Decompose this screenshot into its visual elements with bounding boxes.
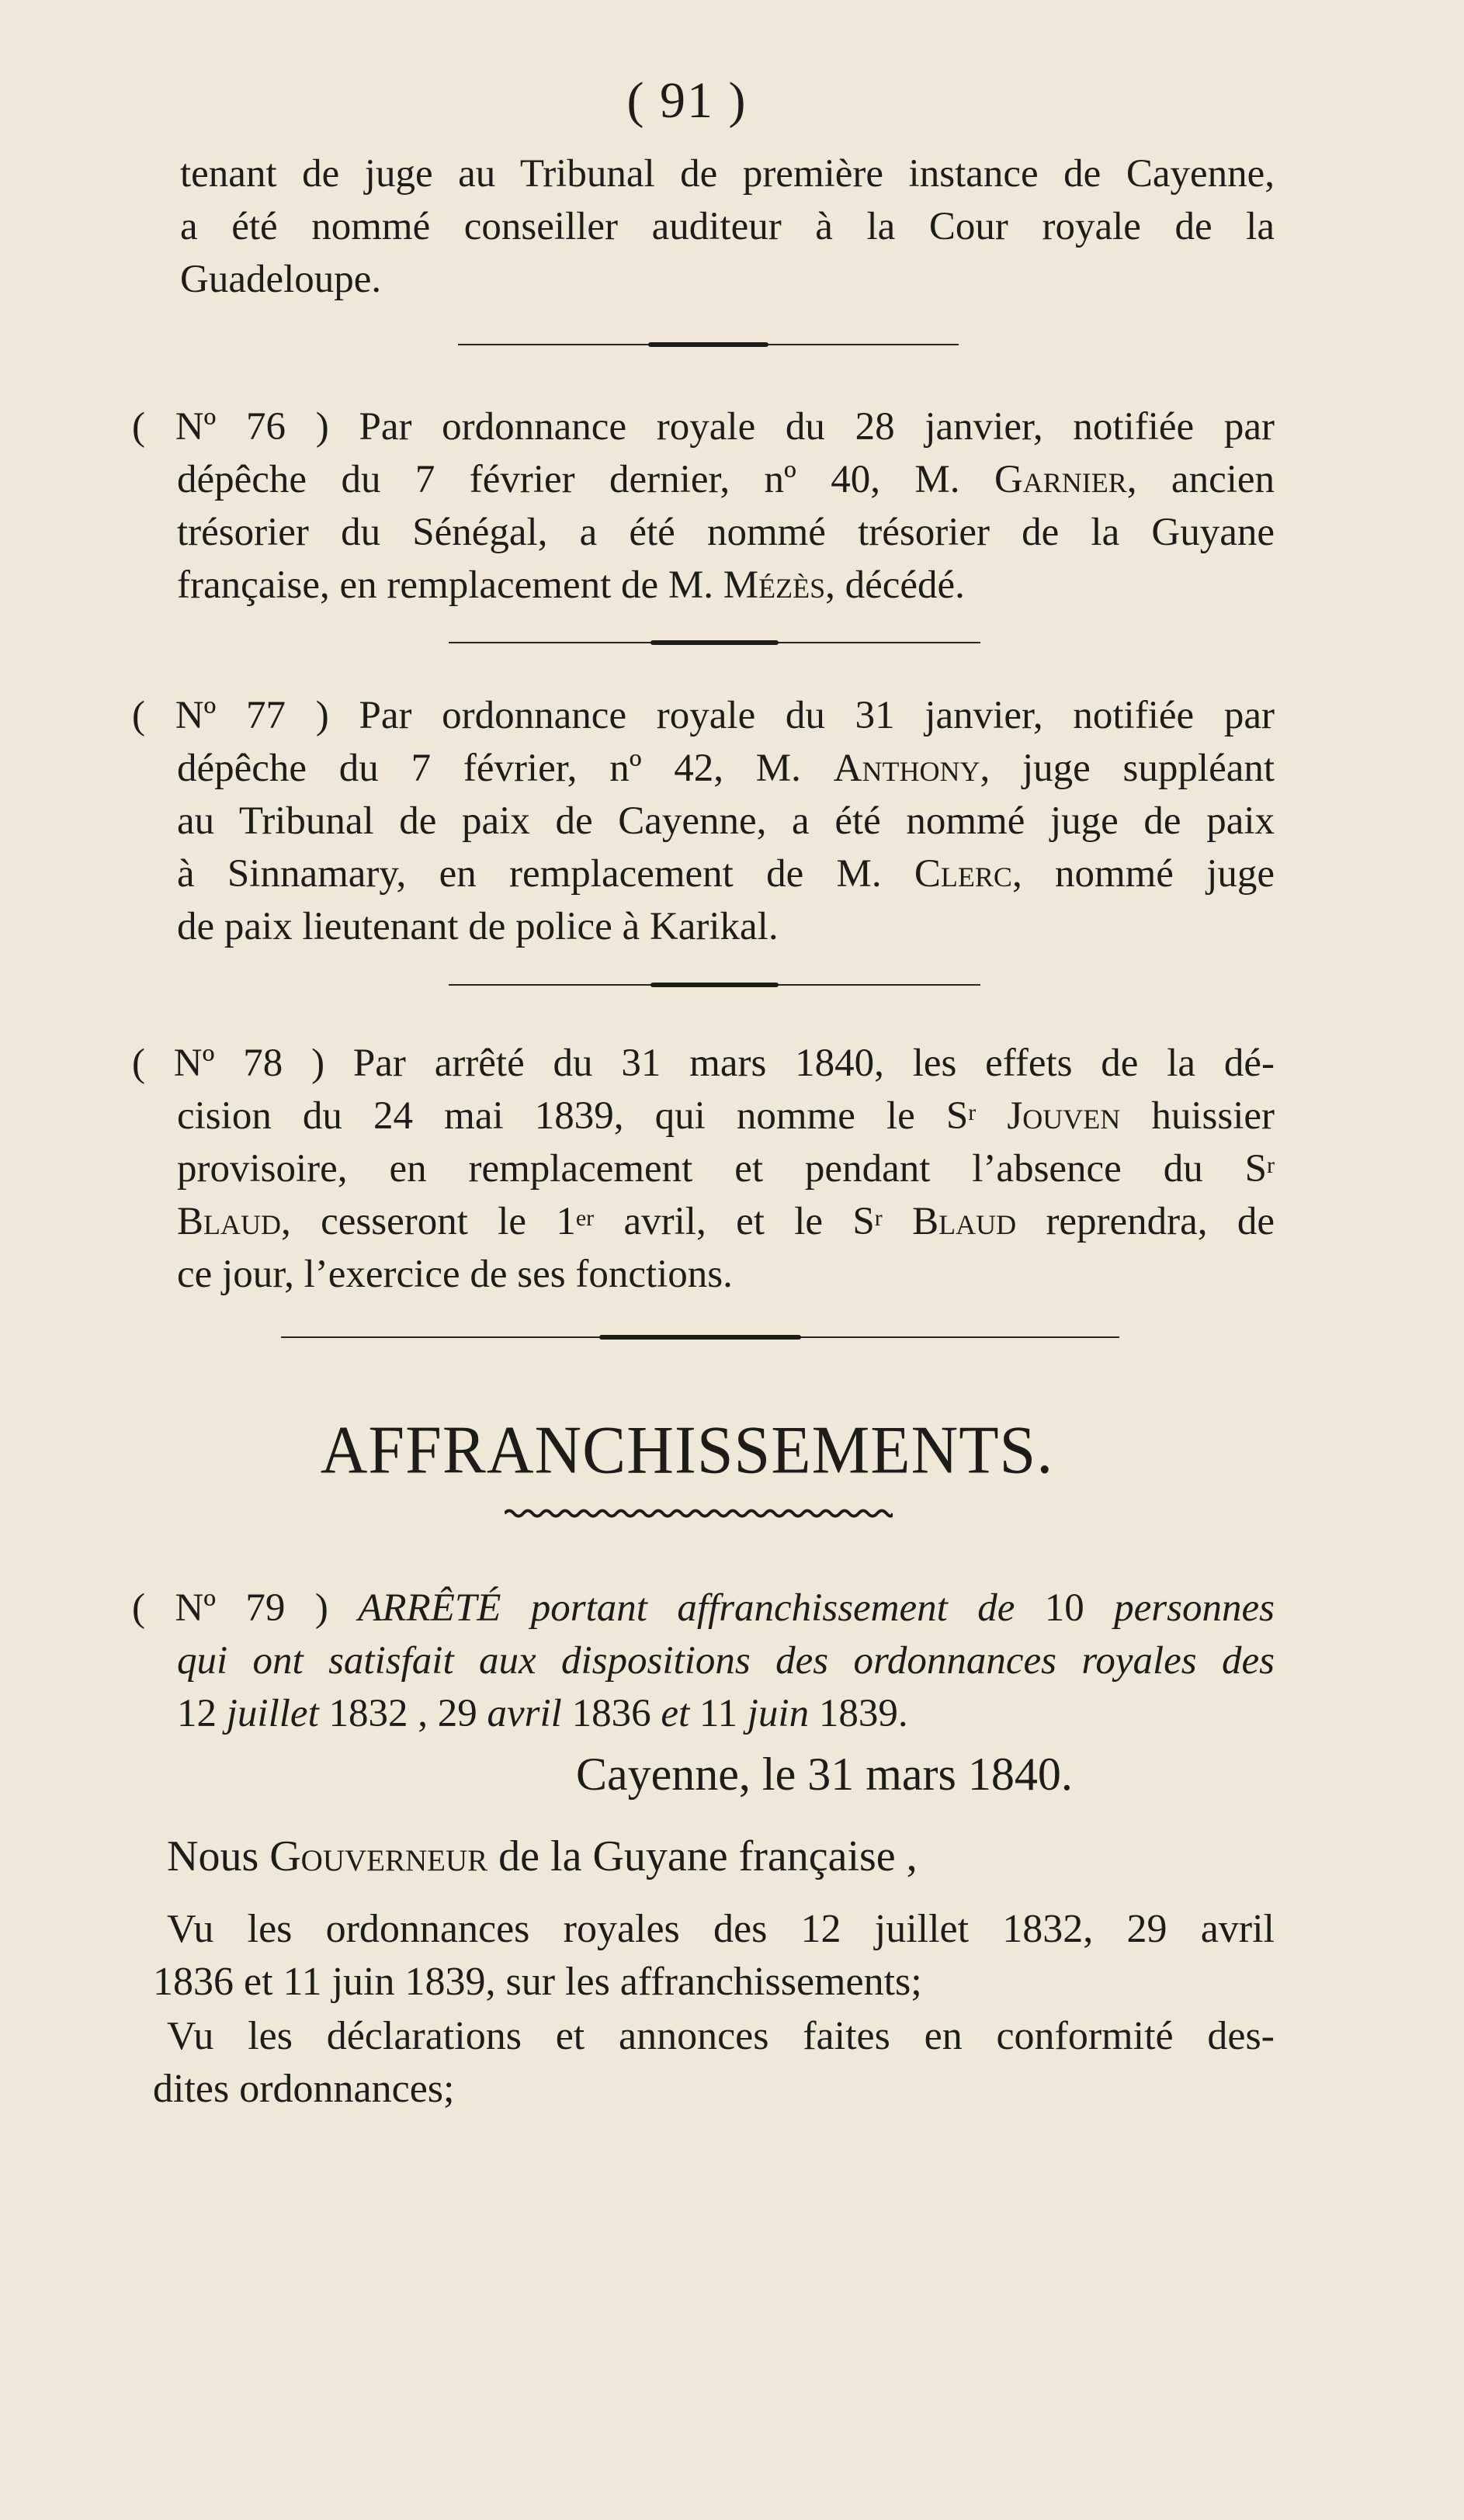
name-mezes: Mézès	[723, 563, 826, 607]
entry-79-text-3a: 12	[177, 1692, 217, 1735]
entry-79-text-3d: avril	[487, 1692, 562, 1735]
entry-77-line-1	[132, 689, 1275, 742]
governor-line	[167, 1830, 1275, 1883]
entry-76	[132, 400, 1275, 612]
section-heading: AFFRANCHISSEMENTS.	[320, 1412, 1054, 1489]
sup-r-3: r	[874, 1205, 883, 1231]
entry-78	[132, 1037, 1275, 1301]
entry-77-text-2b: , juge suppléant	[980, 747, 1275, 790]
entry-78-line-5: ce jour, l’exercice de ses fonctions.	[177, 1253, 733, 1296]
entry-77-line-2	[132, 742, 1275, 795]
entry-77-line-5: de paix lieutenant de police à Karikal.	[177, 905, 779, 948]
entry-78-text-4b: avril, et le S	[623, 1200, 875, 1243]
entry-76-line-1	[132, 400, 1275, 453]
entry-77-line-4	[132, 848, 1275, 900]
entry-76-text-2b: , ancien	[1126, 458, 1275, 501]
vu-paragraph-2	[153, 2010, 1275, 2116]
entry-78-line-1	[132, 1037, 1275, 1090]
sup-r-1: r	[968, 1100, 977, 1125]
name-blaud-1: Blaud	[177, 1200, 282, 1243]
entry-76-line-4	[132, 559, 1275, 612]
entry-79-text-3b: juillet	[226, 1692, 319, 1735]
entry-79-number: ( Nº 79 )	[132, 1586, 328, 1630]
entry-79-text-1b: personnes	[1114, 1586, 1275, 1630]
entry-78-number: ( Nº 78 )	[132, 1042, 325, 1085]
dateline: Cayenne, le 31 mars 1840.	[576, 1749, 1073, 1800]
entry-79-text-3g: 11	[699, 1692, 737, 1735]
intro-line-2: a été nommé conseiller auditeur à la Cour royale de la	[180, 205, 1275, 248]
entry-79-line-1	[132, 1582, 1275, 1634]
entry-77-text-4b: , nommé juge	[1011, 852, 1275, 896]
entry-78-text-2b: huissier	[1151, 1094, 1275, 1138]
entry-79-text-3h: juin	[747, 1692, 810, 1735]
entry-79-text-3c: 1832 , 29	[328, 1692, 477, 1735]
name-clerc: Clerc	[914, 852, 1012, 896]
entry-78-line-4	[132, 1195, 1275, 1248]
separator-rule-2	[449, 642, 980, 643]
sup-er: er	[575, 1205, 595, 1231]
entry-77	[132, 689, 1275, 953]
name-garnier: Garnier	[994, 458, 1127, 501]
name-anthony: Anthony	[833, 747, 980, 790]
entry-76-line-3: trésorier du Sénégal, a été nommé trésorier de la Guyane	[177, 511, 1275, 554]
entry-76-text-1: Par ordonnance royale du 28 janvier, notifiée par	[359, 405, 1275, 449]
intro-line-1: tenant de juge au Tribunal de première instance de Cayenne,	[180, 152, 1275, 196]
entry-77-text-2a: dépêche du 7 février, nº 42, M.	[177, 747, 801, 790]
entry-76-text-4a: française, en remplacement de M.	[177, 563, 713, 607]
entry-79-line-2: qui ont satisfait aux dispositions des ordonnances royales des	[177, 1639, 1275, 1683]
entry-78-line-2	[132, 1090, 1275, 1142]
entry-77-text-1: Par ordonnance royale du 31 janvier, notifiée par	[359, 694, 1275, 737]
gov-title: Gouverneur	[269, 1832, 488, 1880]
entry-78-text-2a: cision du 24 mai 1839, qui nomme le S	[177, 1094, 969, 1138]
vu-paragraph-1	[153, 1903, 1275, 2009]
entry-78-text-3a: provisoire, en remplacement et pendant l’absence du S	[177, 1147, 1267, 1191]
separator-rule-4	[281, 1336, 1119, 1338]
vu2-line-2: dites ordonnances;	[153, 2067, 455, 2111]
entry-78-text-4c: reprendra, de	[1046, 1200, 1275, 1243]
wavy-ornament	[505, 1508, 893, 1519]
gov-text-a: Nous	[167, 1832, 259, 1880]
entry-76-number: ( Nº 76 )	[132, 405, 329, 449]
entry-77-line-3: au Tribunal de paix de Cayenne, a été nommé juge de paix	[177, 799, 1275, 843]
intro-line-3: Guadeloupe.	[180, 258, 382, 301]
vu1-line-2: 1836 et 11 juin 1839, sur les affranchissements;	[153, 1960, 922, 2004]
name-blaud-2: Blaud	[912, 1200, 1017, 1243]
entry-76-text-4b: , décédé.	[825, 563, 965, 607]
name-jouven: Jouven	[1007, 1094, 1121, 1138]
intro-paragraph	[180, 147, 1275, 306]
page-number: ( 91 )	[626, 72, 748, 129]
entry-79-text-3f: et	[661, 1692, 690, 1735]
entry-79	[132, 1582, 1275, 1740]
entry-77-number: ( Nº 77 )	[132, 694, 329, 737]
entry-79-text-3i: 1839.	[818, 1692, 908, 1735]
separator-rule-1	[458, 344, 959, 345]
entry-79-text-1a: ARRÊTÉ portant affranchissement de	[358, 1586, 1015, 1630]
entry-78-line-3	[132, 1142, 1275, 1195]
entry-77-text-4a: à Sinnamary, en remplacement de M.	[177, 852, 882, 896]
entry-79-text-3e: 1836	[571, 1692, 651, 1735]
gov-text-b: de la Guyane française ,	[498, 1832, 918, 1880]
entry-78-text-4a: , cesseront le 1	[281, 1200, 576, 1243]
vu1-line-1: Vu les ordonnances royales des 12 juillet 1832, 29 avril	[167, 1907, 1275, 1951]
separator-rule-3	[449, 984, 980, 986]
sup-r-2: r	[1267, 1153, 1275, 1178]
entry-78-text-1: Par arrêté du 31 mars 1840, les effets de la dé-	[352, 1042, 1275, 1085]
vu2-line-1: Vu les déclarations et annonces faites en conformité des-	[167, 2014, 1275, 2058]
entry-76-line-2	[132, 453, 1275, 506]
entry-79-line-3	[132, 1687, 1275, 1740]
entry-79-text-1n: 10	[1044, 1586, 1084, 1630]
entry-76-text-2: dépêche du 7 février dernier, nº 40, M.	[177, 458, 960, 501]
